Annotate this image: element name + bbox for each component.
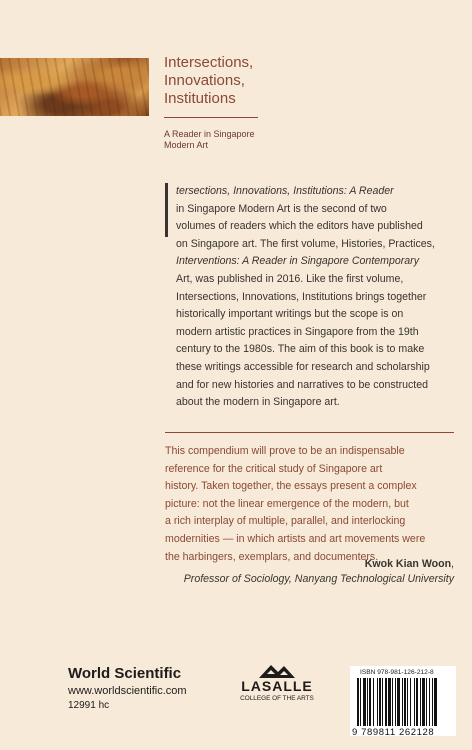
quote-line: the harbingers, exemplars, and documenters. xyxy=(165,550,379,563)
intro-line: tersections, Innovations, Institutions: A Reader xyxy=(176,185,394,197)
intro-line: century to the 1980s. The aim of this book is to make xyxy=(176,343,425,356)
title-divider xyxy=(164,117,258,118)
intro-line: and for new histories and narratives to be constructed xyxy=(176,378,429,391)
intro-line: volumes of readers which the editors have published xyxy=(176,220,423,233)
cover-title xyxy=(164,54,253,108)
cover-subtitle-line: Modern Art xyxy=(164,140,209,150)
intro-line: Intersections, Innovations, Institutions brings together xyxy=(176,290,427,303)
quote-line: a rich interplay of multiple, parallel, and interlocking xyxy=(165,515,406,528)
cover-title-line: Institutions xyxy=(164,90,236,107)
author-role: Professor of Sociology, Nanyang Technological University xyxy=(183,573,454,585)
intro-line: modern artistic practices in Singapore from the 19th xyxy=(176,325,419,338)
intro-line: on Singapore art. The first volume, Histories, Practices, xyxy=(176,237,435,250)
author-name-suffix: , xyxy=(451,558,454,570)
publisher-block xyxy=(68,665,187,713)
intro-paragraph xyxy=(176,183,454,412)
intro-line: about the modern in Singapore art. xyxy=(176,396,340,409)
quote-line: This compendium will prove to be an indispensable xyxy=(165,445,405,457)
quote-line: modernities — in which artists and art movements were xyxy=(165,532,426,545)
intro-line: historically important writings but the scope is on xyxy=(176,308,404,321)
publisher-name: World Scientific xyxy=(68,665,182,682)
mountain-logo-icon xyxy=(257,662,297,678)
publisher-code: 12991 hc xyxy=(68,700,110,711)
intro-line: in Singapore Modern Art is the second of two xyxy=(176,202,387,215)
quote-line: reference for the critical study of Singapore art xyxy=(165,462,383,475)
endorsement-quote xyxy=(165,443,454,566)
quote-line: picture: not the linear emergence of the modern, but xyxy=(165,497,409,510)
cover-painting-thumbnail xyxy=(0,58,149,116)
college-logo xyxy=(236,662,318,703)
quote-attribution xyxy=(184,557,454,587)
cover-subtitle-line: A Reader in Singapore xyxy=(164,129,255,139)
drop-cap-bar xyxy=(165,183,168,237)
cover-subtitle xyxy=(164,129,255,151)
author-name: Kwok Kian Woon xyxy=(364,558,452,570)
barcode-icon xyxy=(356,678,450,726)
isbn-text: ISBN 978-981-126-212-8 xyxy=(360,669,434,676)
section-divider xyxy=(165,432,454,433)
cover-title-line: Innovations, xyxy=(164,72,245,89)
barcode-number: 9 789811 262128 xyxy=(352,727,435,738)
college-name: LASALLE xyxy=(241,678,313,694)
quote-line: history. Taken together, the essays present a complex xyxy=(165,480,417,493)
publisher-url: www.worldscientific.com xyxy=(68,685,187,697)
intro-line: these writings accessible for research and scholarship xyxy=(176,360,430,373)
intro-line: Art, was published in 2016. Like the first volume, xyxy=(176,272,404,285)
cover-title-line: Intersections, xyxy=(164,54,254,71)
intro-line: Interventions: A Reader in Singapore Contemporary xyxy=(176,255,420,268)
college-tagline: COLLEGE OF THE ARTS xyxy=(240,695,314,702)
